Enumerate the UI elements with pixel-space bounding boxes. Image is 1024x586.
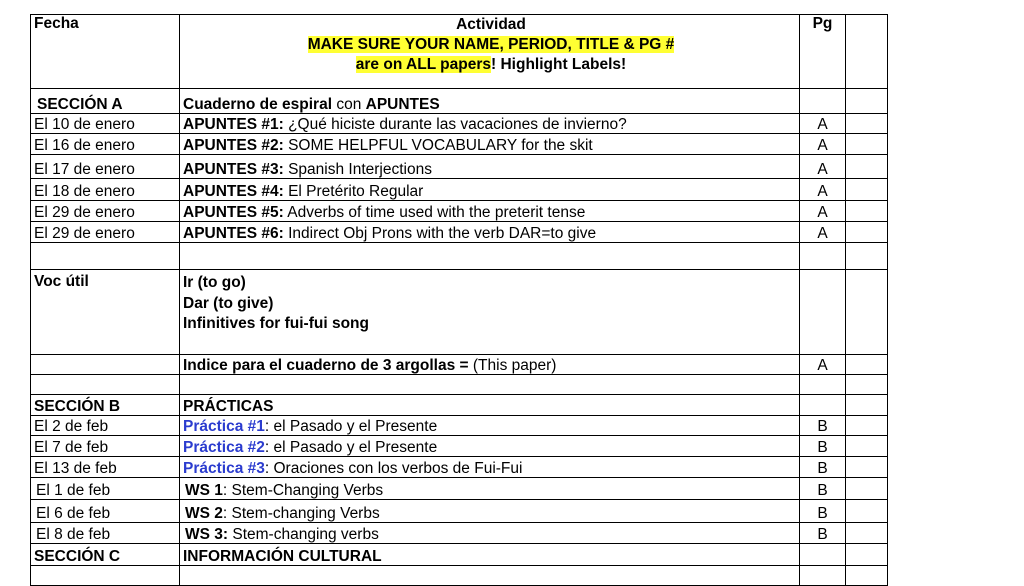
table-row: El 16 de enero APUNTES #2: SOME HELPFUL VOCABULARY for the skit A [31, 134, 888, 155]
table-row: El 6 de feb WS 2: Stem-changing Verbs B [31, 500, 888, 523]
section-c-label: SECCIÓN C [31, 544, 180, 566]
header-actividad [180, 15, 800, 89]
section-a-title: Cuaderno de espiral [183, 96, 333, 113]
table-row: El 10 de enero APUNTES #1: ¿Qué hiciste durante las vacaciones de invierno? A [31, 114, 888, 134]
voc-row: Voc útil Ir (to go) Dar (to give) Infinitives for fui-fui song [31, 270, 888, 355]
section-b-title: PRÁCTICAS [180, 395, 800, 416]
section-b-row [31, 395, 888, 416]
table-row: El 13 de feb Práctica #3: Oraciones con los verbos de Fui-Fui B [31, 457, 888, 478]
section-c-title: INFORMACIÓN CULTURAL [180, 544, 800, 566]
header-note-line2a: are on ALL papers [355, 56, 492, 73]
table-row: El 17 de enero APUNTES #3: Spanish Interjections A [31, 155, 888, 179]
table-row: El 29 de enero APUNTES #5: Adverbs of time used with the preterit tense A [31, 201, 888, 222]
empty-row [31, 243, 888, 270]
table-row: El 7 de feb Práctica #2: el Pasado y el Presente B [31, 436, 888, 457]
header-note-line2b: ! Highlight Labels! [491, 56, 627, 73]
header-note-line1: MAKE SURE YOUR NAME, PERIOD, TITLE & PG # [307, 36, 675, 53]
table-row: El 18 de enero APUNTES #4: El Pretérito Regular A [31, 179, 888, 201]
header-actividad-label: Actividad [456, 16, 526, 33]
indice-row: Indice para el cuaderno de 3 argollas = (This paper) A [31, 355, 888, 375]
header-fecha: Fecha [31, 15, 180, 89]
table-row: El 29 de enero APUNTES #6: Indirect Obj Prons with the verb DAR=to give A [31, 222, 888, 243]
empty-row [31, 375, 888, 395]
section-a-label: SECCIÓN A [31, 89, 180, 114]
index-table [30, 14, 888, 586]
table-row: El 2 de feb Práctica #1: el Pasado y el Presente B [31, 416, 888, 436]
header-pg: Pg [800, 15, 846, 89]
table-row: El 8 de feb WS 3: Stem-changing verbs B [31, 523, 888, 544]
voc-label: Voc útil [31, 270, 180, 355]
section-c-row [31, 544, 888, 566]
section-a-row: SECCIÓN A Cuaderno de espiral con APUNTES [31, 89, 888, 114]
section-b-label: SECCIÓN B [31, 395, 180, 416]
table-row: El 1 de feb WS 1: Stem-Changing Verbs B [31, 478, 888, 500]
header-row [31, 15, 888, 89]
